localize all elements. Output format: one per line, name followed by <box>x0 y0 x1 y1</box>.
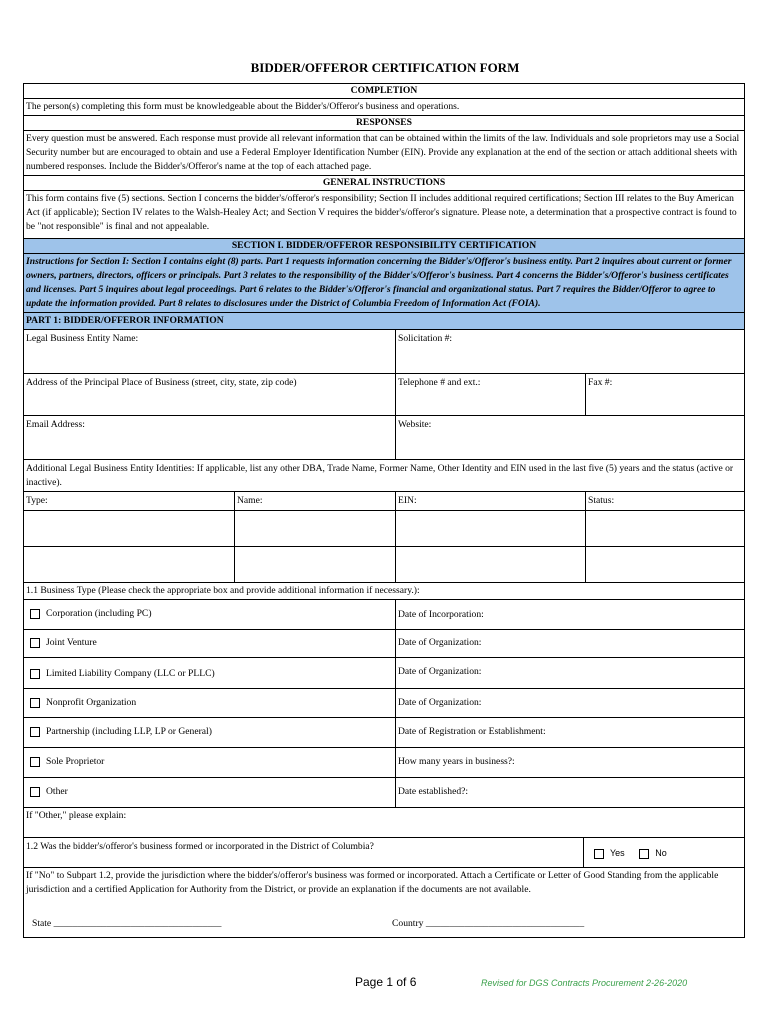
responses-text: Every question must be answered. Each response must provide all relevant information that can be obtained within the limits of the law. Individuals and sole proprietors may use a Social Security number but are encouraged to obtain and use a Federal Employer Identification Number (EIN). Provide any explanation at the end of the section or attach additional sheets with numbered responses. Include the Bidder's/Offeror's name at the top of each attached page. <box>23 131 745 176</box>
email-field[interactable]: Email Address: <box>24 416 396 459</box>
business-type-row <box>23 748 745 778</box>
business-type-option <box>24 689 396 717</box>
business-type-date-field[interactable]: Date of Organization: <box>398 697 482 708</box>
business-type-label: Other <box>46 786 68 797</box>
additional-identities-text: Additional Legal Business Entity Identities: If applicable, list any other DBA, Trade Name, Former Name, Other Identity and EIN used in the last five (5) years and the status (active or inactive). <box>23 460 745 492</box>
business-type-label: Corporation (including PC) <box>46 608 152 619</box>
legal-name-field[interactable]: Legal Business Entity Name: <box>24 330 396 373</box>
q12-followup-text: If "No" to Subpart 1.2, provide the jurisdiction where the bidder's/offeror's business was formed or incorporated. Attach a Certificate or Letter of Good Standing from the applicable jurisdiction and a certified Application for Authority from the District, or provide an explanation if the documents are not available. <box>26 870 719 895</box>
section1-heading: SECTION I. BIDDER/OFFEROR RESPONSIBILITY CERTIFICATION <box>23 239 745 254</box>
business-type-row <box>23 689 745 718</box>
corporation-checkbox[interactable] <box>30 609 40 619</box>
business-type-date-field[interactable]: Date of Incorporation: <box>398 609 484 620</box>
solicitation-field[interactable]: Solicitation #: <box>398 333 453 344</box>
business-type-label: Nonprofit Organization <box>46 697 137 708</box>
status-column-header: Status: <box>588 495 615 506</box>
identity-ein-input[interactable] <box>396 547 586 582</box>
identity-status-input[interactable] <box>586 511 744 546</box>
address-row <box>23 374 745 416</box>
business-type-option <box>24 600 396 629</box>
jurisdiction-fields <box>26 917 742 931</box>
q12-answer <box>584 838 744 867</box>
completion-heading: COMPLETION <box>23 83 745 99</box>
business-type-row <box>23 630 745 658</box>
q12-yes-label: Yes <box>610 848 625 858</box>
business-type-date-field[interactable]: Date of Organization: <box>398 637 482 648</box>
business-type-label: Limited Liability Company (LLC or PLLC) <box>46 668 215 679</box>
business-type-row <box>23 600 745 630</box>
identity-type-input[interactable] <box>24 547 235 582</box>
business-type-heading: 1.1 Business Type (Please check the appropriate box and provide additional information if necessary.): <box>23 583 745 600</box>
identities-header <box>23 492 745 511</box>
business-type-row <box>23 778 745 808</box>
joint-venture-checkbox[interactable] <box>30 638 40 648</box>
country-field[interactable]: Country _________________________________ <box>392 918 585 929</box>
identity-ein-input[interactable] <box>396 511 586 546</box>
fax-field[interactable]: Fax #: <box>588 377 613 388</box>
business-type-date-field[interactable]: Date of Organization: <box>398 666 482 677</box>
business-type-option <box>24 748 396 777</box>
page-number: Page 1 of 6 <box>355 975 417 989</box>
identity-type-input[interactable] <box>24 511 235 546</box>
other-checkbox[interactable] <box>30 787 40 797</box>
telephone-field[interactable]: Telephone # and ext.: <box>396 374 586 415</box>
sole-proprietor-checkbox[interactable] <box>30 757 40 767</box>
partnership-checkbox[interactable] <box>30 727 40 737</box>
nonprofit-checkbox[interactable] <box>30 698 40 708</box>
part1-heading: PART 1: BIDDER/OFFEROR INFORMATION <box>23 313 745 330</box>
identity-name-input[interactable] <box>235 511 396 546</box>
website-field[interactable]: Website: <box>398 419 432 430</box>
business-type-option <box>24 658 396 688</box>
form-title: BIDDER/OFFEROR CERTIFICATION FORM <box>250 60 520 75</box>
q12-no-checkbox[interactable] <box>639 849 649 859</box>
general-text: This form contains five (5) sections. Section I concerns the bidder's/offeror's responsibility; Section II includes additional required certifications; Section III relates to the Buy American Act (if applicable); Section IV relates to the Walsh-Healey Act; and Section V requires the bidder's/offeror's signature. Please note, a determination that a prospective contract is found to be "not responsible" is final and not appealable. <box>23 191 745 239</box>
business-type-row <box>23 718 745 748</box>
business-type-option <box>24 718 396 747</box>
section1-instructions: Instructions for Section I: Section I contains eight (8) parts. Part 1 requests information concerning the Bidder's/Offeror's business entity. Part 2 inquires about current or former owners, partners, directors, officers or principals. Part 3 relates to the responsibility of the Bidder's/Offeror's business. Part 4 concerns the Bidder's/Offeror's business certificates and licenses. Part 5 inquires about legal proceedings. Part 6 relates to the Bidder's/Offeror's financial and organizational status. Part 7 requires the Bidder/Offeror to agree to update the information provided. Part 8 relates to disclosures under the District of Columbia Freedom of Information Act (FOIA). <box>23 254 745 313</box>
business-type-date-field[interactable]: Date of Registration or Establishment: <box>398 726 546 737</box>
q12-text: 1.2 Was the bidder's/offeror's business formed or incorporated in the District of Columbia? <box>24 838 584 867</box>
name-column-header: Name: <box>235 492 396 510</box>
ein-column-header: EIN: <box>396 492 586 510</box>
other-explain-field[interactable]: If "Other," please explain: <box>23 808 745 838</box>
identity-name-input[interactable] <box>235 547 396 582</box>
name-row <box>23 330 745 374</box>
business-type-label: Sole Proprietor <box>46 756 105 767</box>
completion-text: The person(s) completing this form must be knowledgeable about the Bidder's/Offeror's business and operations. <box>23 99 745 116</box>
business-type-date-field[interactable]: How many years in business?: <box>398 756 515 767</box>
business-type-option <box>24 630 396 657</box>
business-type-label: Joint Venture <box>46 637 97 648</box>
q12-row <box>23 838 745 868</box>
business-type-option <box>24 778 396 807</box>
identity-row <box>23 547 745 583</box>
certification-form <box>23 83 745 938</box>
identity-status-input[interactable] <box>586 547 744 582</box>
business-type-row <box>23 658 745 689</box>
q12-yes-checkbox[interactable] <box>594 849 604 859</box>
general-heading: GENERAL INSTRUCTIONS <box>23 176 745 191</box>
revision-note: Revised for DGS Contracts Procurement 2-26-2020 <box>481 978 688 988</box>
q12-followup <box>23 868 745 938</box>
responses-heading: RESPONSES <box>23 116 745 131</box>
llc-checkbox[interactable] <box>30 669 40 679</box>
identity-row <box>23 511 745 547</box>
business-type-label: Partnership (including LLP, LP or General) <box>46 726 212 737</box>
q12-no-label: No <box>655 848 667 858</box>
type-column-header: Type: <box>24 492 235 510</box>
state-field[interactable]: State ___________________________________ <box>32 918 222 929</box>
email-row <box>23 416 745 460</box>
address-field[interactable]: Address of the Principal Place of Business (street, city, state, zip code) <box>24 374 396 415</box>
business-type-date-field[interactable]: Date established?: <box>398 786 469 797</box>
